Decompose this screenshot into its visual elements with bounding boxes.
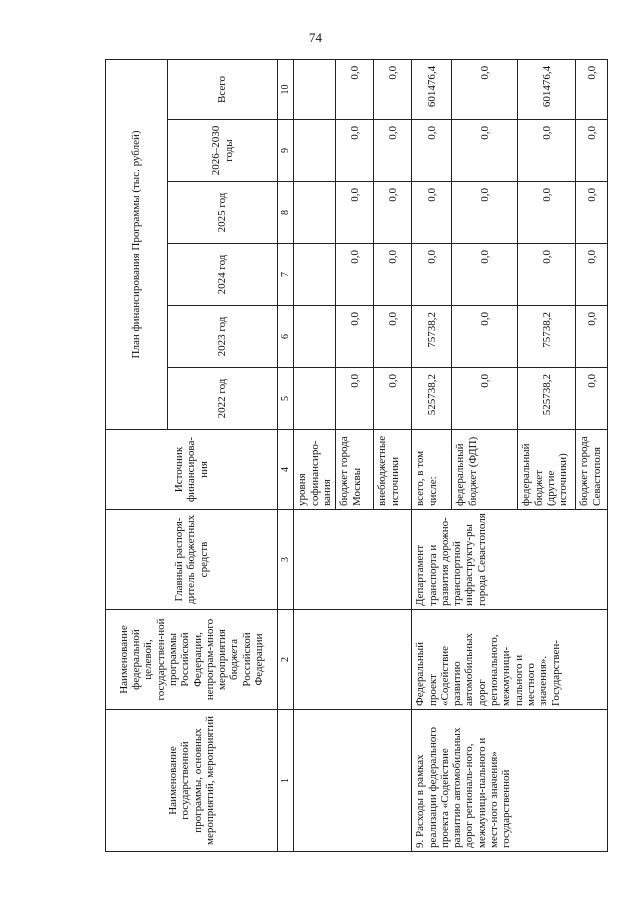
table-row [294,59,336,851]
header-plan-title: План финансирования Программы (тыс. рублей) [106,59,168,429]
value-cell [294,368,336,430]
value-cell: 0,0 [412,182,452,244]
value-cell: 0,0 [576,244,608,306]
value-cell: 0,0 [374,306,412,368]
value-cell: 0,0 [336,120,374,182]
source-cell: всего, в том числе: [412,430,452,510]
value-cell [294,120,336,182]
federal-program-cell [294,610,412,710]
page-number: 74 [309,30,322,45]
value-cell: 0,0 [452,244,518,306]
value-cell: 0,0 [374,368,412,430]
header-total: Всего [168,59,278,119]
value-cell: 0,0 [518,244,576,306]
source-cell: федеральный бюджет (другие источники) [518,430,576,510]
index-cell: 1 [278,710,294,852]
source-cell: бюджет города Севастополя [576,430,608,510]
index-cell: 3 [278,510,294,610]
value-cell: 0,0 [576,59,608,119]
financing-table [105,59,608,852]
header-funding-source: Источник финансирова-ния [106,430,278,510]
index-cell: 9 [278,120,294,182]
value-cell: 0,0 [374,59,412,119]
header-year-2022: 2022 год [168,368,278,430]
value-cell: 0,0 [518,120,576,182]
header-year-2023: 2023 год [168,306,278,368]
source-cell: внебюджетные источники [374,430,412,510]
value-cell: 601476,4 [412,59,452,119]
value-cell: 0,0 [336,244,374,306]
value-cell: 75738,2 [518,306,576,368]
rotated-table-area [105,60,605,852]
value-cell: 0,0 [336,368,374,430]
value-cell: 0,0 [518,182,576,244]
value-cell: 601476,4 [518,59,576,119]
value-cell [294,306,336,368]
value-cell: 0,0 [374,120,412,182]
value-cell [294,182,336,244]
header-program-name: Наименование государственной программы, основных мероприятий, мероприятий [106,710,278,852]
budget-manager-cell: Департамент транспорта и развития дорожно-транспортной инфраструкту-ры города Севастополя [412,510,608,610]
value-cell: 0,0 [374,182,412,244]
index-cell: 6 [278,306,294,368]
value-cell [294,59,336,119]
header-year-2024: 2024 год [168,244,278,306]
value-cell: 0,0 [452,306,518,368]
value-cell: 0,0 [412,244,452,306]
value-cell: 0,0 [374,244,412,306]
value-cell: 0,0 [452,368,518,430]
index-row [278,59,294,851]
table-row [412,59,452,851]
value-cell: 0,0 [452,59,518,119]
value-cell [294,244,336,306]
value-cell: 0,0 [576,306,608,368]
value-cell: 0,0 [452,182,518,244]
program-name-cell: 9. Расходы в рамках реализации федерального проекта «Содействие развитию автомобильных дорог региональ-ного, межмуници-пального и мест-ного значения» государственной [412,710,608,852]
header-federal-program: Наименование федеральной целевой, государствен-ной программы Российской Федерации, непрограм-много мероприятия бюджета Российской Федерации [106,610,278,710]
value-cell: 0,0 [412,120,452,182]
index-cell: 10 [278,59,294,119]
header-budget-manager: Главный распоря-дитель бюджетных средств [106,510,278,610]
index-cell: 7 [278,244,294,306]
value-cell: 0,0 [452,120,518,182]
value-cell: 75738,2 [412,306,452,368]
value-cell: 0,0 [576,120,608,182]
federal-program-cell: Федеральный проект «Содействие развитию автомобильных дорог регионального, межмуници-пального и местного значения». Государствен- [412,610,608,710]
value-cell: 0,0 [336,306,374,368]
value-cell: 525738,2 [412,368,452,430]
budget-manager-cell [294,510,412,610]
index-cell: 2 [278,610,294,710]
program-name-cell [294,710,412,852]
header-year-2026-2030: 2026–2030 годы [168,120,278,182]
value-cell: 0,0 [576,368,608,430]
source-cell: бюджет города Москвы [336,430,374,510]
value-cell: 525738,2 [518,368,576,430]
source-cell: уровня софинансиро-вания [294,430,336,510]
value-cell: 0,0 [336,59,374,119]
source-cell: федеральный бюджет (ФДП) [452,430,518,510]
header-row-top [106,59,168,851]
index-cell: 8 [278,182,294,244]
value-cell: 0,0 [576,182,608,244]
value-cell: 0,0 [336,182,374,244]
index-cell: 4 [278,430,294,510]
index-cell: 5 [278,368,294,430]
header-year-2025: 2025 год [168,182,278,244]
